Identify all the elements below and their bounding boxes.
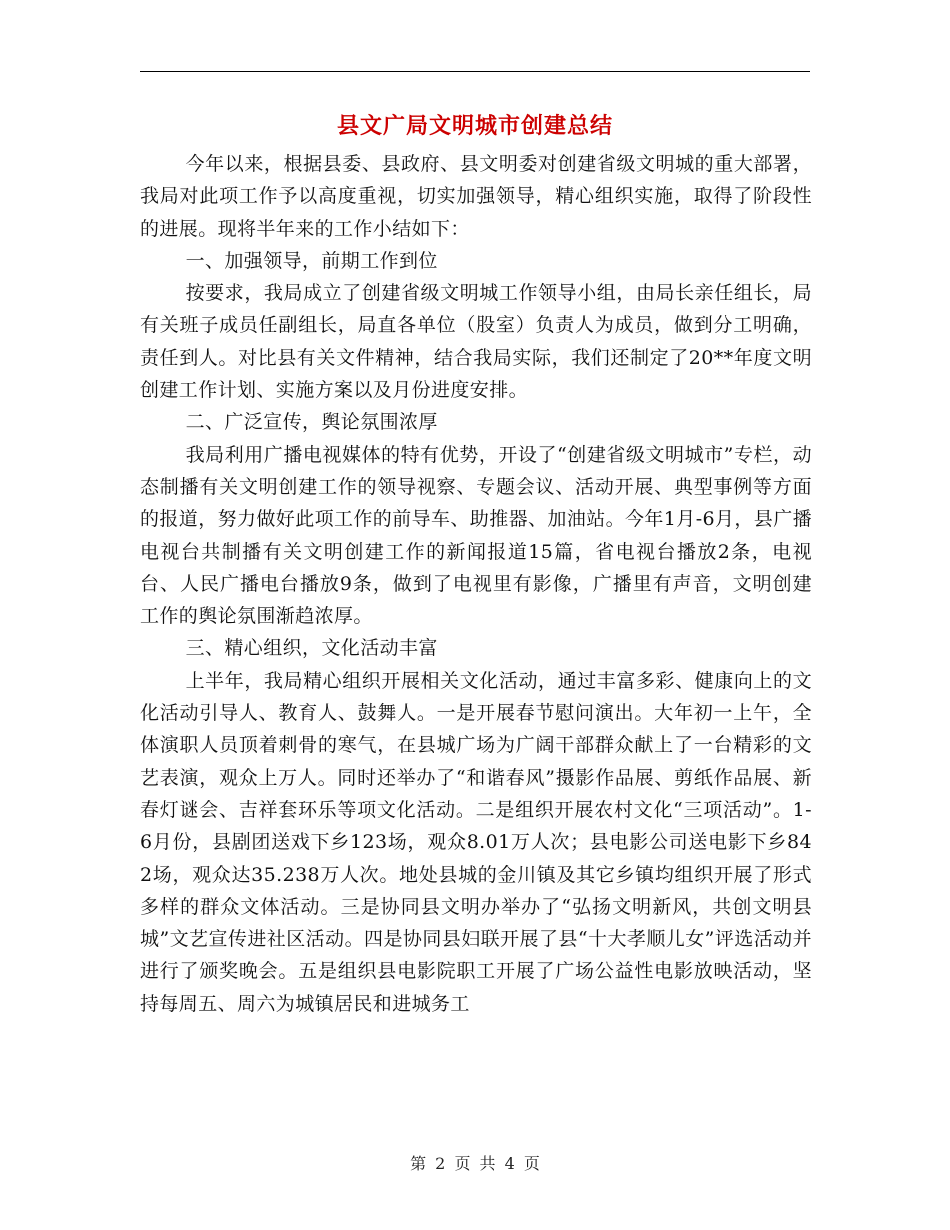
intro-paragraph: 今年以来，根据县委、县政府、县文明委对创建省级文明城的重大部署，我局对此项工作予以高度重视，切实加强领导，精心组织实施，取得了阶段性的进展。现将半年来的工作小结如下： (140, 153, 812, 240)
section-heading-3: 三、精心组织，文化活动丰富 (185, 637, 438, 660)
section-3-paragraph: 上半年，我局精心组织开展相关文化活动，通过丰富多彩、健康向上的文化活动引导人、教育人、鼓舞人。一是开展春节慰问演出。大年初一上午，全体演职人员顶着刺骨的寒气，在县城广场为广阔干部群众献上了一台精彩的文艺表演，观众上万人。同时还举办了“和谐春风”摄影作品展、剪纸作品展、新春灯谜会、吉祥套环乐等项文化活动。二是组织开展农村文化“三项活动”。1-6月份，县剧团送戏下乡123场，观众8.01万人次；县电影公司送电影下乡842场，观众达35.238万人次。地处县城的金川镇及其它乡镇均组织开展了形式多样的群众文体活动。三是协同县文明办举办了“弘扬文明新风，共创文明县城”文艺宣传进社区活动。四是协同县妇联开展了县“十大孝顺儿女”评选活动并进行了颁奖晚会。五是组织县电影院职工开展了广场公益性电影放映活动，坚持每周五、周六为城镇居民和进城务工 (140, 669, 812, 1015)
section-heading-1: 一、加强领导，前期工作到位 (185, 249, 438, 272)
header-rule (140, 71, 810, 72)
section-heading-2: 二、广泛宣传，舆论氛围浓厚 (185, 411, 438, 434)
page-number: 第 2 页 共 4 页 (410, 1154, 540, 1173)
section-2-paragraph: 我局利用广播电视媒体的特有优势，开设了“创建省级文明城市”专栏，动态制播有关文明创建工作的领导视察、专题会议、活动开展、典型事例等方面的报道，努力做好此项工作的前导车、助推器、加油站。今年1月-6月，县广播电视台共制播有关文明创建工作的新闻报道15篇，省电视台播放2条，电视台、人民广播电台播放9条，做到了电视里有影像，广播里有声音，文明创建工作的舆论氛围渐趋浓厚。 (140, 443, 812, 628)
document-body (140, 148, 812, 1020)
section-1-paragraph: 按要求，我局成立了创建省级文明城工作领导小组，由局长亲任组长，局有关班子成员任副组长，局直各单位（股室）负责人为成员，做到分工明确，责任到人。对比县有关文件精神，结合我局实际，我们还制定了20**年度文明创建工作计划、实施方案以及月份进度安排。 (140, 282, 812, 402)
document-title: 县文广局文明城市创建总结 (336, 113, 613, 139)
